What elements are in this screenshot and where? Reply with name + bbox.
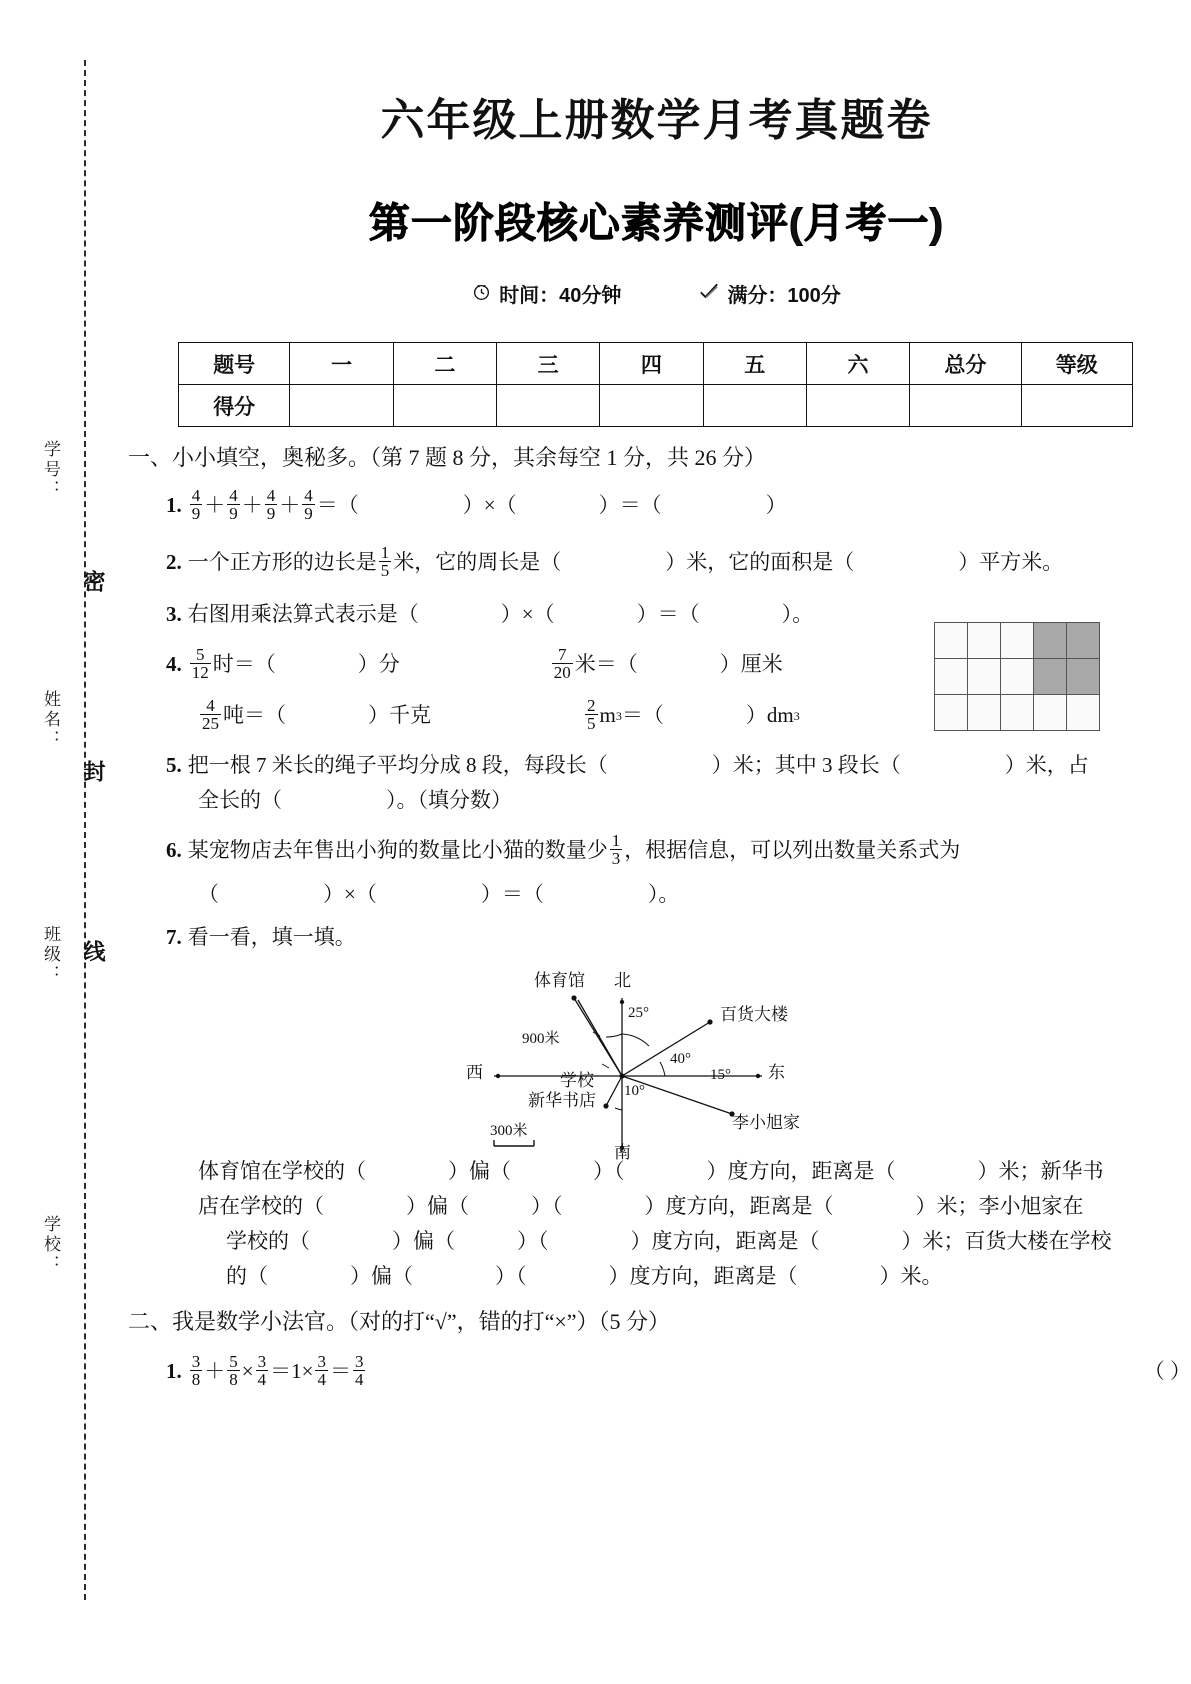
score-table-wrap <box>130 342 1181 427</box>
score-table-q5: 五 <box>703 343 806 385</box>
score-table-total: 总分 <box>910 343 1021 385</box>
q3-text-3: ）＝（ <box>636 602 700 626</box>
q2-text-2: 米，它的周长是（ <box>393 550 562 574</box>
q4d-unit: m <box>599 703 616 727</box>
question-2-number: 2. <box>166 550 182 574</box>
q5-text-2: ）米；其中 3 段长（ <box>711 753 901 777</box>
q3-text-2: ）×（ <box>500 602 555 626</box>
q7-text-l3c: ）（ <box>517 1229 549 1253</box>
seal-char-mi: 密 <box>81 570 106 595</box>
question-1 <box>122 488 1191 523</box>
frac-den: 12 <box>191 663 209 682</box>
seal-char-xian: 线 <box>81 940 106 965</box>
score-cell-q1[interactable] <box>290 385 393 427</box>
seal-line-strip <box>0 0 122 1684</box>
fraction-5-12 <box>190 646 211 681</box>
s2q1-eq-2: ＝ <box>329 1359 351 1383</box>
s2q1-op-1: ＋ <box>204 1359 226 1383</box>
seal-dashed-line <box>84 60 86 1600</box>
fraction-1-5 <box>379 544 392 579</box>
grid-cell <box>968 623 1001 659</box>
frac-den: 5 <box>380 561 390 580</box>
grid-cell <box>1001 695 1034 731</box>
grid-cell <box>1034 695 1067 731</box>
map-angle-10: 10° <box>624 1083 645 1099</box>
frac-den: 9 <box>191 504 201 523</box>
q7-text-l3b: ）偏（ <box>392 1229 455 1253</box>
q7-text-l1b: ）偏（ <box>448 1159 511 1183</box>
grid-cell-shaded <box>1067 623 1100 659</box>
question-1-number: 1. <box>166 493 182 517</box>
q6-text-4: ）×（ <box>323 882 377 906</box>
frac-num: 3 <box>354 1352 364 1371</box>
section-2-heading: 二、我是数学小法官。（对的打“√”，错的打“×”）（5 分） <box>128 1309 671 1334</box>
score-cell-q4[interactable] <box>600 385 703 427</box>
q1-text-1: ＝（ <box>316 493 359 517</box>
grid-cell <box>935 623 968 659</box>
q2-text-1: 一个正方形的边长是 <box>187 550 377 574</box>
map-label-east: 东 <box>768 1063 785 1082</box>
seal-label-school: 学校： <box>41 1215 60 1275</box>
q7-text-l2d: ）度方向，距离是（ <box>644 1194 834 1218</box>
q1-op-1: ＋ <box>204 493 226 517</box>
q4d-out: ）dm <box>745 703 794 727</box>
frac-den: 20 <box>553 663 571 682</box>
q4a-eq: ＝（ <box>233 652 276 676</box>
score-table-q4: 四 <box>600 343 703 385</box>
score-table <box>178 342 1133 427</box>
frac-num: 3 <box>191 1352 201 1371</box>
page-subtitle: 第一阶段核心素养测评(月考一) <box>368 200 945 246</box>
map-scale-label: 300米 <box>490 1123 528 1139</box>
q4d-out-sup: 3 <box>793 708 800 723</box>
q4c-eq: ＝（ <box>244 703 286 727</box>
fraction-3-8 <box>190 1353 203 1388</box>
seal-label-name: 姓名： <box>41 690 60 750</box>
fraction-4-9-a <box>190 487 203 522</box>
grid-cell <box>1001 623 1034 659</box>
q1-text-4: ） <box>765 493 787 517</box>
map-label-department-store: 百货大楼 <box>720 1005 788 1024</box>
q4c-out: ）千克 <box>368 703 431 727</box>
question-4-number: 4. <box>166 652 182 676</box>
q5-text-1: 把一根 7 米长的绳子平均分成 8 段，每段长（ <box>187 753 608 777</box>
grid-cell-shaded <box>1034 659 1067 695</box>
map-label-west: 西 <box>466 1063 483 1082</box>
fraction-3-4-c <box>353 1353 366 1388</box>
q7-text-l1e: ）米；新华书 <box>977 1159 1104 1183</box>
q7-text-l2e: ）米；李小旭家在 <box>915 1194 1084 1218</box>
q7-text-l4e: ）米。 <box>879 1264 943 1288</box>
grid-cell <box>968 659 1001 695</box>
exam-paper <box>122 0 1191 1684</box>
frac-den: 8 <box>229 1370 238 1389</box>
direction-map-svg <box>122 956 1191 1161</box>
q7-text-l1c: ）（ <box>593 1159 625 1183</box>
q7-text-l1d: ）度方向，距离是（ <box>706 1159 896 1183</box>
question-5 <box>122 755 1191 811</box>
frac-den: 9 <box>229 504 238 523</box>
fraction-4-25 <box>200 697 221 732</box>
score-table-label-question: 题号 <box>179 343 290 385</box>
score-cell-grade[interactable] <box>1021 385 1132 427</box>
q7-text-l4b: ）偏（ <box>350 1264 413 1288</box>
frac-den: 5 <box>587 714 596 733</box>
frac-num: 7 <box>558 645 567 664</box>
s2-question-1-number: 1. <box>166 1359 182 1383</box>
map-distance-900m: 900米 <box>522 1031 560 1047</box>
section-2-question-1 <box>122 1354 1191 1389</box>
frac-den: 3 <box>611 849 621 868</box>
frac-den: 8 <box>191 1370 201 1389</box>
exam-time <box>472 279 621 308</box>
fraction-3-4-a <box>256 1353 269 1388</box>
q7-text-l2a: 店在学校的（ <box>198 1194 324 1218</box>
map-angle-15: 15° <box>710 1067 731 1083</box>
question-6-number: 6. <box>166 838 182 862</box>
frac-num: 1 <box>380 543 390 562</box>
s2q1-answer-blank[interactable]: （ ） <box>1143 1359 1191 1383</box>
direction-map-figure <box>122 956 1191 1161</box>
fraction-4-9-d <box>302 487 315 522</box>
q5-text-5: ）。（填分数） <box>386 788 512 812</box>
page-title: 六年级上册数学月考真题卷 <box>380 96 933 145</box>
map-angle-25: 25° <box>628 1005 649 1021</box>
grid-cell <box>1001 659 1034 695</box>
score-cell-q5[interactable] <box>703 385 806 427</box>
frac-num: 5 <box>196 645 205 664</box>
q3-text-4: ）。 <box>781 602 814 626</box>
q7-text-l3a: 学校的（ <box>226 1229 310 1253</box>
grid-cell <box>935 659 968 695</box>
frac-num: 4 <box>229 486 238 505</box>
fraction-7-20 <box>552 646 573 681</box>
q1-text-2: ）×（ <box>462 493 517 517</box>
frac-num: 2 <box>587 696 596 715</box>
q7-text-l3d: ）度方向，距离是（ <box>630 1229 820 1253</box>
q4b-unit: 米 <box>574 652 596 676</box>
frac-den: 25 <box>202 714 219 733</box>
frac-den: 9 <box>304 504 313 523</box>
grid-cell <box>935 695 968 731</box>
grid-row <box>935 695 1100 731</box>
grid-cell-shaded <box>1034 623 1067 659</box>
q6-text-5: ）＝（ <box>480 882 544 906</box>
score-cell-q2[interactable] <box>393 385 496 427</box>
q7-text-l3e: ）米；百货大楼在学校 <box>901 1229 1112 1253</box>
score-table-q3: 三 <box>496 343 599 385</box>
q4b-out: ）厘米 <box>719 652 783 676</box>
q7-text-l4a: 的（ <box>226 1264 268 1288</box>
q4b-eq: ＝（ <box>595 652 638 676</box>
grid-cell <box>1067 695 1100 731</box>
grid-cell <box>968 695 1001 731</box>
map-label-xinhua-bookstore: 新华书店 <box>528 1091 596 1110</box>
map-label-south: 南 <box>614 1143 631 1162</box>
exam-meta <box>122 279 1191 308</box>
fraction-3-4-b <box>315 1353 328 1388</box>
frac-num: 1 <box>611 831 621 850</box>
map-angle-40: 40° <box>670 1051 691 1067</box>
seal-label-class: 班级： <box>41 925 60 985</box>
q4a-unit: 时 <box>212 652 234 676</box>
q7-text-l2b: ）偏（ <box>406 1194 469 1218</box>
fraction-grid-figure <box>934 622 1100 731</box>
score-cell-q6[interactable] <box>806 385 909 427</box>
seal-label-student-id: 学号： <box>41 440 60 500</box>
frac-den: 4 <box>317 1370 326 1389</box>
question-5-number: 5. <box>166 753 182 777</box>
q7-text-l4c: ）（ <box>495 1264 527 1288</box>
check-pen-icon <box>699 282 719 305</box>
score-table-q6: 六 <box>806 343 909 385</box>
score-cell-q3[interactable] <box>496 385 599 427</box>
q7-text-l4d: ）度方向，距离是（ <box>608 1264 798 1288</box>
s2q1-op-2: × <box>241 1359 254 1383</box>
exam-time-label: 时间：40分钟 <box>499 285 622 307</box>
q6-text-3: （ <box>198 882 219 906</box>
q6-text-2: ，根据信息，可以列出数量关系式为 <box>624 838 961 862</box>
q3-text-1: 右图用乘法算式表示是（ <box>187 602 419 626</box>
score-table-q1: 一 <box>290 343 393 385</box>
s2q1-eq-1: ＝1× <box>270 1359 314 1383</box>
fraction-1-3 <box>610 832 623 867</box>
question-7-number: 7. <box>166 925 182 949</box>
clock-icon <box>472 282 491 305</box>
q4c-unit: 吨 <box>223 703 244 727</box>
frac-den: 9 <box>266 504 276 523</box>
q2-text-4: ）平方米。 <box>958 550 1064 574</box>
question-3-number: 3. <box>166 602 182 626</box>
q7-prompt: 看一看，填一填。 <box>187 925 356 949</box>
seal-char-feng: 封 <box>81 760 106 785</box>
q1-op-2: ＋ <box>241 493 263 517</box>
frac-num: 4 <box>304 486 313 505</box>
grid-cell-shaded <box>1067 659 1100 695</box>
frac-num: 4 <box>266 486 276 505</box>
q5-text-3: ）米，占 <box>1004 753 1089 777</box>
frac-num: 4 <box>206 696 215 715</box>
frac-den: 4 <box>354 1370 364 1389</box>
q1-op-3: ＋ <box>279 493 301 517</box>
q6-text-1: 某宠物店去年售出小狗的数量比小猫的数量少 <box>187 838 608 862</box>
q2-text-3: ）米，它的面积是（ <box>665 550 855 574</box>
score-table-q2: 二 <box>393 343 496 385</box>
grid-row <box>935 659 1100 695</box>
score-table-header-row <box>179 343 1133 385</box>
q5-text-4: 全长的（ <box>198 788 282 812</box>
fraction-2-5 <box>585 697 598 732</box>
q7-text-l2c: ）（ <box>531 1194 563 1218</box>
question-7 <box>122 927 1191 1287</box>
map-label-north: 北 <box>614 971 631 990</box>
map-label-school: 学校 <box>560 1071 594 1090</box>
exam-total-score <box>699 279 840 308</box>
frac-num: 3 <box>257 1352 267 1371</box>
question-6 <box>122 833 1191 905</box>
fraction-4-9-b <box>227 487 240 522</box>
frac-num: 3 <box>317 1352 326 1371</box>
score-cell-total[interactable] <box>910 385 1021 427</box>
fraction-grid-table <box>934 622 1100 731</box>
question-2 <box>122 545 1191 580</box>
q4a-out: ）分 <box>357 652 400 676</box>
exam-total-score-label: 满分：100分 <box>727 285 841 307</box>
score-table-value-row <box>179 385 1133 427</box>
map-label-lixiaoxu-home: 李小旭家 <box>732 1113 800 1132</box>
fraction-4-9-c <box>265 487 278 522</box>
grid-row <box>935 623 1100 659</box>
q6-text-6: ）。 <box>647 882 680 906</box>
q7-text-l1a: 体育馆在学校的（ <box>198 1159 366 1183</box>
section-1-heading: 一、小小填空，奥秘多。（第 7 题 8 分，其余每空 1 分，共 26 分） <box>128 445 767 470</box>
score-table-grade: 等级 <box>1021 343 1132 385</box>
q1-text-3: ）＝（ <box>598 493 662 517</box>
score-table-label-score: 得分 <box>179 385 290 427</box>
frac-num: 4 <box>191 486 201 505</box>
q4d-eq: ＝（ <box>621 703 664 727</box>
frac-den: 4 <box>257 1370 267 1389</box>
frac-num: 5 <box>229 1352 238 1371</box>
map-label-gymnasium: 体育馆 <box>534 971 585 990</box>
fraction-5-8 <box>227 1353 240 1388</box>
q4d-unit-sup: 3 <box>615 708 622 723</box>
